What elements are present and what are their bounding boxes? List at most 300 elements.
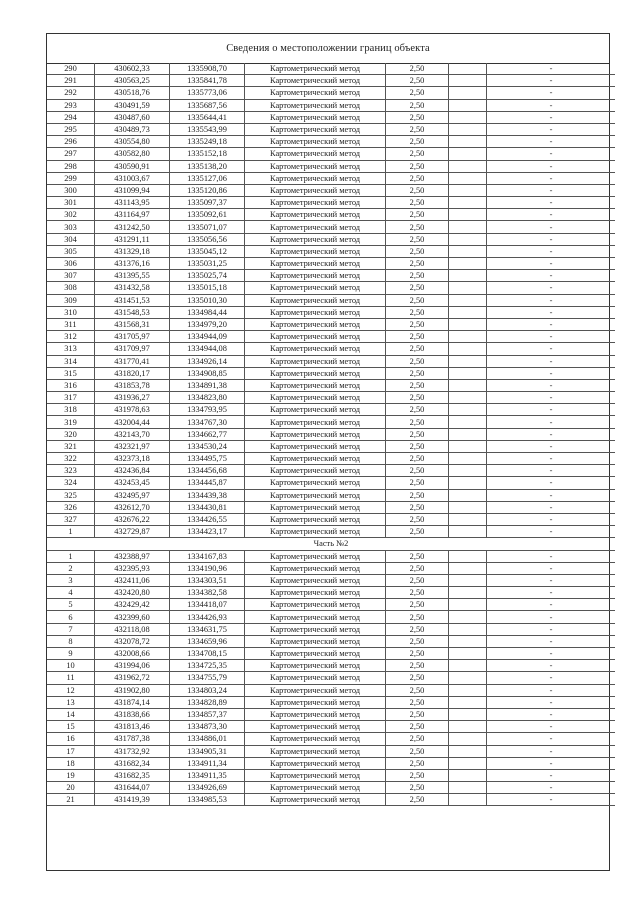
accuracy-cell: 2,50 xyxy=(386,635,449,647)
method-cell: Картометрический метод xyxy=(245,416,386,428)
description-cell: - xyxy=(487,306,616,318)
y-coordinate-cell: 1334985,53 xyxy=(170,794,245,806)
table-row xyxy=(47,123,615,135)
method-cell: Картометрический метод xyxy=(245,245,386,257)
x-coordinate-cell: 432495,97 xyxy=(95,489,170,501)
x-coordinate-cell: 431682,34 xyxy=(95,757,170,769)
description-cell: - xyxy=(487,477,616,489)
y-coordinate-cell: 1334430,81 xyxy=(170,501,245,513)
method-cell: Картометрический метод xyxy=(245,123,386,135)
y-coordinate-cell: 1334944,08 xyxy=(170,343,245,355)
x-coordinate-cell: 431709,97 xyxy=(95,343,170,355)
description-cell: - xyxy=(487,465,616,477)
empty-cell xyxy=(449,574,487,586)
empty-cell xyxy=(449,392,487,404)
method-cell: Картометрический метод xyxy=(245,794,386,806)
method-cell: Картометрический метод xyxy=(245,136,386,148)
y-coordinate-cell: 1334662,77 xyxy=(170,428,245,440)
point-number-cell: 317 xyxy=(47,392,95,404)
table-row xyxy=(47,282,615,294)
table-row xyxy=(47,392,615,404)
x-coordinate-cell: 432004,44 xyxy=(95,416,170,428)
document-title: Сведения о местоположении границ объекта xyxy=(47,34,609,64)
x-coordinate-cell: 431003,67 xyxy=(95,172,170,184)
point-number-cell: 297 xyxy=(47,148,95,160)
accuracy-cell: 2,50 xyxy=(386,599,449,611)
point-number-cell: 310 xyxy=(47,306,95,318)
description-cell: - xyxy=(487,233,616,245)
point-number-cell: 319 xyxy=(47,416,95,428)
accuracy-cell: 2,50 xyxy=(386,562,449,574)
y-coordinate-cell: 1334886,01 xyxy=(170,733,245,745)
accuracy-cell: 2,50 xyxy=(386,672,449,684)
y-coordinate-cell: 1334926,69 xyxy=(170,782,245,794)
description-cell: - xyxy=(487,733,616,745)
accuracy-cell: 2,50 xyxy=(386,294,449,306)
table-row xyxy=(47,611,615,623)
method-cell: Картометрический метод xyxy=(245,672,386,684)
description-cell: - xyxy=(487,197,616,209)
description-cell: - xyxy=(487,99,616,111)
accuracy-cell: 2,50 xyxy=(386,526,449,538)
y-coordinate-cell: 1334823,80 xyxy=(170,392,245,404)
empty-cell xyxy=(449,684,487,696)
table-row xyxy=(47,489,615,501)
point-number-cell: 311 xyxy=(47,318,95,330)
description-cell: - xyxy=(487,757,616,769)
y-coordinate-cell: 1334456,68 xyxy=(170,465,245,477)
accuracy-cell: 2,50 xyxy=(386,331,449,343)
accuracy-cell: 2,50 xyxy=(386,355,449,367)
accuracy-cell: 2,50 xyxy=(386,733,449,745)
x-coordinate-cell: 432729,87 xyxy=(95,526,170,538)
y-coordinate-cell: 1334944,09 xyxy=(170,331,245,343)
empty-cell xyxy=(449,136,487,148)
point-number-cell: 298 xyxy=(47,160,95,172)
x-coordinate-cell: 431902,80 xyxy=(95,684,170,696)
table-row xyxy=(47,367,615,379)
y-coordinate-cell: 1335127,06 xyxy=(170,172,245,184)
description-cell: - xyxy=(487,745,616,757)
description-cell: - xyxy=(487,172,616,184)
description-cell: - xyxy=(487,648,616,660)
point-number-cell: 304 xyxy=(47,233,95,245)
point-number-cell: 12 xyxy=(47,684,95,696)
point-number-cell: 291 xyxy=(47,75,95,87)
accuracy-cell: 2,50 xyxy=(386,684,449,696)
x-coordinate-cell: 431787,38 xyxy=(95,733,170,745)
table-row xyxy=(47,733,615,745)
x-coordinate-cell: 431451,53 xyxy=(95,294,170,306)
method-cell: Картометрический метод xyxy=(245,477,386,489)
description-cell: - xyxy=(487,148,616,160)
empty-cell xyxy=(449,672,487,684)
x-coordinate-cell: 432420,80 xyxy=(95,587,170,599)
point-number-cell: 306 xyxy=(47,258,95,270)
empty-cell xyxy=(449,233,487,245)
description-cell: - xyxy=(487,75,616,87)
table-row xyxy=(47,343,615,355)
accuracy-cell: 2,50 xyxy=(386,306,449,318)
method-cell: Картометрический метод xyxy=(245,769,386,781)
empty-cell xyxy=(449,696,487,708)
x-coordinate-cell: 432429,42 xyxy=(95,599,170,611)
table-row xyxy=(47,587,615,599)
empty-cell xyxy=(449,428,487,440)
table-row xyxy=(47,623,615,635)
empty-cell xyxy=(449,721,487,733)
x-coordinate-cell: 432399,60 xyxy=(95,611,170,623)
point-number-cell: 308 xyxy=(47,282,95,294)
accuracy-cell: 2,50 xyxy=(386,416,449,428)
empty-cell xyxy=(449,562,487,574)
x-coordinate-cell: 430487,60 xyxy=(95,111,170,123)
accuracy-cell: 2,50 xyxy=(386,111,449,123)
method-cell: Картометрический метод xyxy=(245,148,386,160)
x-coordinate-cell: 431432,58 xyxy=(95,282,170,294)
description-cell: - xyxy=(487,87,616,99)
y-coordinate-cell: 1334793,95 xyxy=(170,404,245,416)
y-coordinate-cell: 1335138,20 xyxy=(170,160,245,172)
x-coordinate-cell: 431978,63 xyxy=(95,404,170,416)
empty-cell xyxy=(449,404,487,416)
x-coordinate-cell: 431329,18 xyxy=(95,245,170,257)
empty-cell xyxy=(449,282,487,294)
section-header-row xyxy=(47,538,615,550)
x-coordinate-cell: 431143,95 xyxy=(95,197,170,209)
x-coordinate-cell: 432395,93 xyxy=(95,562,170,574)
x-coordinate-cell: 430582,80 xyxy=(95,148,170,160)
x-coordinate-cell: 432008,66 xyxy=(95,648,170,660)
accuracy-cell: 2,50 xyxy=(386,721,449,733)
table-row xyxy=(47,172,615,184)
empty-cell xyxy=(449,708,487,720)
table-row xyxy=(47,721,615,733)
method-cell: Картометрический метод xyxy=(245,757,386,769)
method-cell: Картометрический метод xyxy=(245,623,386,635)
table-row xyxy=(47,184,615,196)
method-cell: Картометрический метод xyxy=(245,550,386,562)
x-coordinate-cell: 431099,94 xyxy=(95,184,170,196)
table-row xyxy=(47,355,615,367)
table-row xyxy=(47,782,615,794)
method-cell: Картометрический метод xyxy=(245,721,386,733)
point-number-cell: 15 xyxy=(47,721,95,733)
description-cell: - xyxy=(487,672,616,684)
x-coordinate-cell: 431164,97 xyxy=(95,209,170,221)
empty-cell xyxy=(449,501,487,513)
table-row xyxy=(47,63,615,75)
accuracy-cell: 2,50 xyxy=(386,769,449,781)
point-number-cell: 3 xyxy=(47,574,95,586)
description-cell: - xyxy=(487,721,616,733)
point-number-cell: 293 xyxy=(47,99,95,111)
y-coordinate-cell: 1334426,55 xyxy=(170,513,245,525)
table-row xyxy=(47,769,615,781)
description-cell: - xyxy=(487,123,616,135)
accuracy-cell: 2,50 xyxy=(386,343,449,355)
y-coordinate-cell: 1334911,34 xyxy=(170,757,245,769)
method-cell: Картометрический метод xyxy=(245,355,386,367)
point-number-cell: 296 xyxy=(47,136,95,148)
method-cell: Картометрический метод xyxy=(245,733,386,745)
x-coordinate-cell: 432676,22 xyxy=(95,513,170,525)
y-coordinate-cell: 1334426,93 xyxy=(170,611,245,623)
y-coordinate-cell: 1334708,15 xyxy=(170,648,245,660)
description-cell: - xyxy=(487,416,616,428)
table-row xyxy=(47,745,615,757)
accuracy-cell: 2,50 xyxy=(386,63,449,75)
x-coordinate-cell: 431644,07 xyxy=(95,782,170,794)
table-row xyxy=(47,672,615,684)
accuracy-cell: 2,50 xyxy=(386,489,449,501)
x-coordinate-cell: 431705,97 xyxy=(95,331,170,343)
description-cell: - xyxy=(487,684,616,696)
point-number-cell: 13 xyxy=(47,696,95,708)
accuracy-cell: 2,50 xyxy=(386,197,449,209)
description-cell: - xyxy=(487,696,616,708)
y-coordinate-cell: 1334495,75 xyxy=(170,453,245,465)
x-coordinate-cell: 432388,97 xyxy=(95,550,170,562)
x-coordinate-cell: 431874,14 xyxy=(95,696,170,708)
y-coordinate-cell: 1335773,06 xyxy=(170,87,245,99)
x-coordinate-cell: 431813,46 xyxy=(95,721,170,733)
empty-cell xyxy=(449,160,487,172)
description-cell: - xyxy=(487,599,616,611)
method-cell: Картометрический метод xyxy=(245,233,386,245)
method-cell: Картометрический метод xyxy=(245,501,386,513)
y-coordinate-cell: 1334979,20 xyxy=(170,318,245,330)
description-cell: - xyxy=(487,550,616,562)
point-number-cell: 10 xyxy=(47,660,95,672)
method-cell: Картометрический метод xyxy=(245,318,386,330)
point-number-cell: 17 xyxy=(47,745,95,757)
method-cell: Картометрический метод xyxy=(245,331,386,343)
x-coordinate-cell: 432321,97 xyxy=(95,440,170,452)
description-cell: - xyxy=(487,782,616,794)
point-number-cell: 325 xyxy=(47,489,95,501)
table-row xyxy=(47,416,615,428)
accuracy-cell: 2,50 xyxy=(386,660,449,672)
method-cell: Картометрический метод xyxy=(245,465,386,477)
y-coordinate-cell: 1334828,89 xyxy=(170,696,245,708)
method-cell: Картометрический метод xyxy=(245,258,386,270)
point-number-cell: 322 xyxy=(47,453,95,465)
method-cell: Картометрический метод xyxy=(245,172,386,184)
y-coordinate-cell: 1335015,18 xyxy=(170,282,245,294)
empty-cell xyxy=(449,757,487,769)
accuracy-cell: 2,50 xyxy=(386,258,449,270)
table-row xyxy=(47,209,615,221)
y-coordinate-cell: 1334445,87 xyxy=(170,477,245,489)
accuracy-cell: 2,50 xyxy=(386,587,449,599)
method-cell: Картометрический метод xyxy=(245,574,386,586)
accuracy-cell: 2,50 xyxy=(386,440,449,452)
accuracy-cell: 2,50 xyxy=(386,136,449,148)
table-row xyxy=(47,526,615,538)
accuracy-cell: 2,50 xyxy=(386,233,449,245)
table-row xyxy=(47,87,615,99)
method-cell: Картометрический метод xyxy=(245,197,386,209)
empty-cell xyxy=(449,489,487,501)
description-cell: - xyxy=(487,440,616,452)
empty-cell xyxy=(449,611,487,623)
empty-cell xyxy=(449,513,487,525)
description-cell: - xyxy=(487,318,616,330)
method-cell: Картометрический метод xyxy=(245,209,386,221)
method-cell: Картометрический метод xyxy=(245,392,386,404)
table-row xyxy=(47,148,615,160)
accuracy-cell: 2,50 xyxy=(386,392,449,404)
point-number-cell: 1 xyxy=(47,550,95,562)
accuracy-cell: 2,50 xyxy=(386,99,449,111)
y-coordinate-cell: 1334984,44 xyxy=(170,306,245,318)
empty-cell xyxy=(449,794,487,806)
empty-cell xyxy=(449,550,487,562)
y-coordinate-cell: 1334725,35 xyxy=(170,660,245,672)
x-coordinate-cell: 430602,33 xyxy=(95,63,170,75)
method-cell: Картометрический метод xyxy=(245,379,386,391)
table-row xyxy=(47,513,615,525)
point-number-cell: 19 xyxy=(47,769,95,781)
x-coordinate-cell: 431568,31 xyxy=(95,318,170,330)
table-row xyxy=(47,404,615,416)
point-number-cell: 326 xyxy=(47,501,95,513)
point-number-cell: 302 xyxy=(47,209,95,221)
accuracy-cell: 2,50 xyxy=(386,245,449,257)
table-row xyxy=(47,684,615,696)
x-coordinate-cell: 430518,76 xyxy=(95,87,170,99)
method-cell: Картометрический метод xyxy=(245,75,386,87)
empty-cell xyxy=(449,245,487,257)
description-cell: - xyxy=(487,794,616,806)
accuracy-cell: 2,50 xyxy=(386,794,449,806)
description-cell: - xyxy=(487,282,616,294)
method-cell: Картометрический метод xyxy=(245,87,386,99)
empty-cell xyxy=(449,733,487,745)
description-cell: - xyxy=(487,355,616,367)
empty-cell xyxy=(449,99,487,111)
method-cell: Картометрический метод xyxy=(245,648,386,660)
x-coordinate-cell: 431732,92 xyxy=(95,745,170,757)
y-coordinate-cell: 1334873,30 xyxy=(170,721,245,733)
point-number-cell: 316 xyxy=(47,379,95,391)
point-number-cell: 18 xyxy=(47,757,95,769)
x-coordinate-cell: 432436,84 xyxy=(95,465,170,477)
table-row xyxy=(47,648,615,660)
method-cell: Картометрический метод xyxy=(245,513,386,525)
empty-cell xyxy=(449,63,487,75)
empty-cell xyxy=(449,526,487,538)
accuracy-cell: 2,50 xyxy=(386,367,449,379)
x-coordinate-cell: 431770,41 xyxy=(95,355,170,367)
table-row xyxy=(47,75,615,87)
description-cell: - xyxy=(487,331,616,343)
x-coordinate-cell: 431820,17 xyxy=(95,367,170,379)
y-coordinate-cell: 1335056,56 xyxy=(170,233,245,245)
point-number-cell: 294 xyxy=(47,111,95,123)
description-cell: - xyxy=(487,513,616,525)
point-number-cell: 314 xyxy=(47,355,95,367)
y-coordinate-cell: 1335092,61 xyxy=(170,209,245,221)
table-row xyxy=(47,379,615,391)
point-number-cell: 6 xyxy=(47,611,95,623)
y-coordinate-cell: 1334439,38 xyxy=(170,489,245,501)
y-coordinate-cell: 1335045,12 xyxy=(170,245,245,257)
point-number-cell: 7 xyxy=(47,623,95,635)
point-number-cell: 290 xyxy=(47,63,95,75)
empty-cell xyxy=(449,123,487,135)
x-coordinate-cell: 431838,66 xyxy=(95,708,170,720)
point-number-cell: 2 xyxy=(47,562,95,574)
point-number-cell: 14 xyxy=(47,708,95,720)
y-coordinate-cell: 1334382,58 xyxy=(170,587,245,599)
y-coordinate-cell: 1334755,79 xyxy=(170,672,245,684)
accuracy-cell: 2,50 xyxy=(386,184,449,196)
point-number-cell: 8 xyxy=(47,635,95,647)
description-cell: - xyxy=(487,343,616,355)
accuracy-cell: 2,50 xyxy=(386,428,449,440)
point-number-cell: 315 xyxy=(47,367,95,379)
empty-cell xyxy=(449,111,487,123)
accuracy-cell: 2,50 xyxy=(386,757,449,769)
point-number-cell: 300 xyxy=(47,184,95,196)
description-cell: - xyxy=(487,587,616,599)
description-cell: - xyxy=(487,367,616,379)
accuracy-cell: 2,50 xyxy=(386,574,449,586)
point-number-cell: 327 xyxy=(47,513,95,525)
y-coordinate-cell: 1335687,56 xyxy=(170,99,245,111)
x-coordinate-cell: 432612,70 xyxy=(95,501,170,513)
point-number-cell: 305 xyxy=(47,245,95,257)
y-coordinate-cell: 1335120,86 xyxy=(170,184,245,196)
accuracy-cell: 2,50 xyxy=(386,209,449,221)
y-coordinate-cell: 1334631,75 xyxy=(170,623,245,635)
x-coordinate-cell: 431682,35 xyxy=(95,769,170,781)
description-cell: - xyxy=(487,526,616,538)
y-coordinate-cell: 1335644,41 xyxy=(170,111,245,123)
empty-cell xyxy=(449,379,487,391)
point-number-cell: 323 xyxy=(47,465,95,477)
accuracy-cell: 2,50 xyxy=(386,160,449,172)
empty-cell xyxy=(449,306,487,318)
description-cell: - xyxy=(487,294,616,306)
accuracy-cell: 2,50 xyxy=(386,550,449,562)
empty-cell xyxy=(449,87,487,99)
empty-cell xyxy=(449,148,487,160)
method-cell: Картометрический метод xyxy=(245,526,386,538)
table-row xyxy=(47,696,615,708)
empty-cell xyxy=(449,294,487,306)
description-cell: - xyxy=(487,209,616,221)
empty-cell xyxy=(449,453,487,465)
method-cell: Картометрический метод xyxy=(245,63,386,75)
point-number-cell: 307 xyxy=(47,270,95,282)
point-number-cell: 312 xyxy=(47,331,95,343)
point-number-cell: 1 xyxy=(47,526,95,538)
table-row xyxy=(47,757,615,769)
y-coordinate-cell: 1334908,85 xyxy=(170,367,245,379)
description-cell: - xyxy=(487,708,616,720)
accuracy-cell: 2,50 xyxy=(386,75,449,87)
empty-cell xyxy=(449,635,487,647)
table-row xyxy=(47,574,615,586)
description-cell: - xyxy=(487,660,616,672)
method-cell: Картометрический метод xyxy=(245,99,386,111)
x-coordinate-cell: 431291,11 xyxy=(95,233,170,245)
document-frame xyxy=(46,33,610,871)
empty-cell xyxy=(449,648,487,660)
